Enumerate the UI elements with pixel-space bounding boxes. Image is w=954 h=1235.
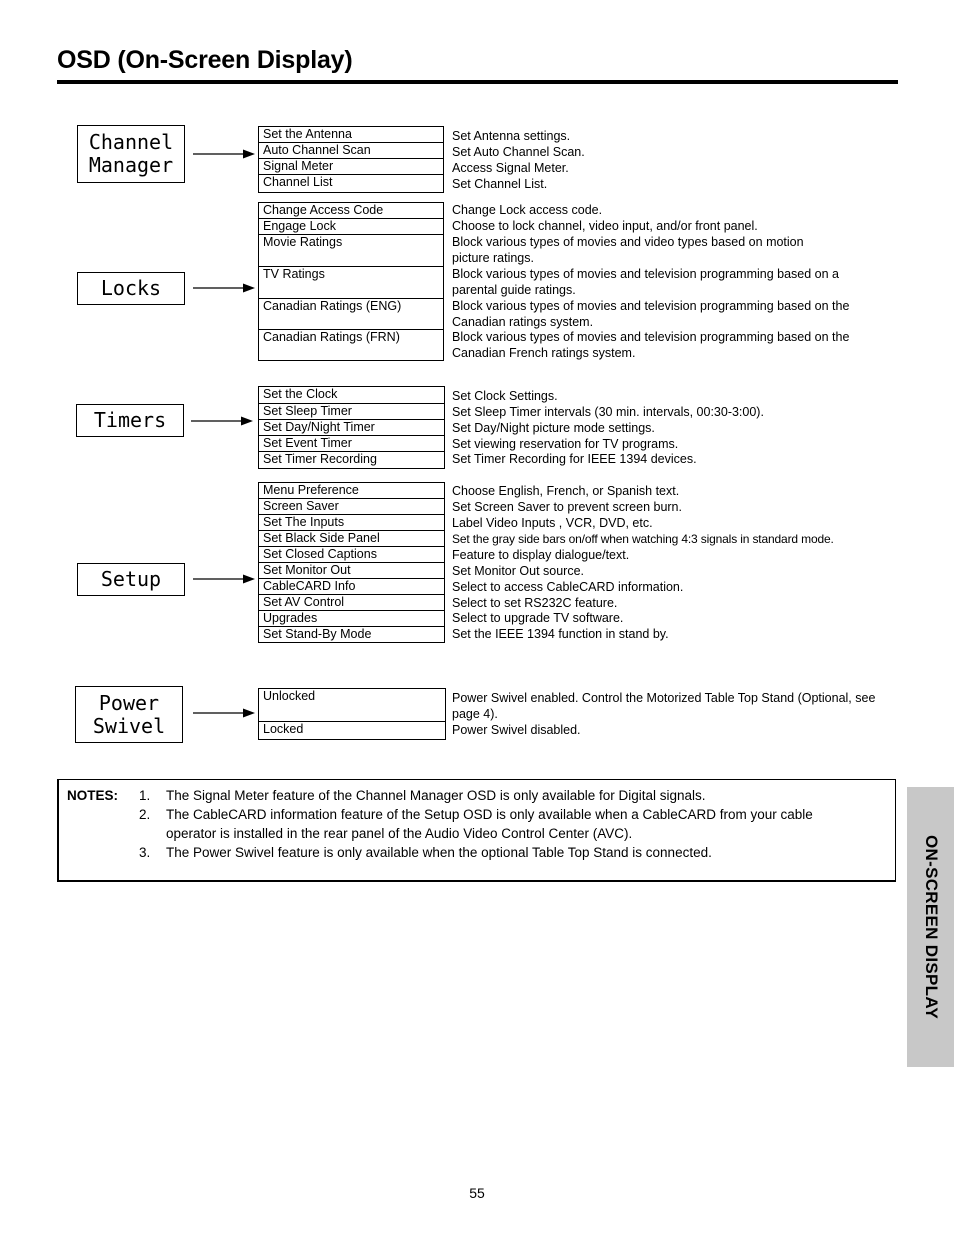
locks-label: Locks bbox=[100, 276, 162, 300]
note-number: 3. bbox=[139, 845, 151, 860]
item-desc: Select to upgrade TV software. bbox=[452, 611, 624, 625]
table-row bbox=[259, 531, 445, 547]
item-name: Screen Saver bbox=[259, 499, 445, 515]
table-row bbox=[259, 547, 445, 563]
item-desc: Set Sleep Timer intervals (30 min. intervals, 00:30-3:00). bbox=[452, 405, 764, 419]
table-row bbox=[259, 127, 444, 143]
item-name: Unlocked bbox=[259, 689, 446, 722]
item-name: Change Access Code bbox=[259, 203, 444, 219]
channel-manager-box bbox=[77, 125, 185, 183]
note-number: 1. bbox=[139, 788, 151, 803]
table-row bbox=[259, 689, 446, 722]
item-desc: Set the IEEE 1394 function in stand by. bbox=[452, 627, 669, 641]
item-desc: Set Clock Settings. bbox=[452, 389, 558, 403]
title-rule bbox=[57, 80, 898, 84]
arrow-right-icon bbox=[193, 282, 255, 294]
table-row bbox=[259, 627, 445, 643]
page-title: OSD (On-Screen Display) bbox=[57, 46, 353, 74]
item-name: Engage Lock bbox=[259, 219, 444, 235]
table-row bbox=[259, 452, 445, 469]
channel-manager-label-line1: Channel bbox=[88, 130, 174, 154]
item-name: Set Sleep Timer bbox=[259, 404, 445, 420]
item-desc: Set Channel List. bbox=[452, 177, 548, 191]
table-row bbox=[259, 436, 445, 452]
table-row bbox=[259, 175, 444, 193]
arrow-right-icon bbox=[193, 573, 255, 585]
item-name: Canadian Ratings (ENG) bbox=[259, 299, 444, 330]
power-swivel-label-line2: Swivel bbox=[92, 713, 166, 738]
side-tab bbox=[907, 787, 954, 1067]
item-name: Set Timer Recording bbox=[259, 452, 445, 469]
arrow-right-icon bbox=[193, 148, 255, 160]
item-desc: Set Auto Channel Scan. bbox=[452, 145, 585, 159]
item-name: Channel List bbox=[259, 175, 444, 193]
item-desc: Access Signal Meter. bbox=[452, 161, 569, 175]
table-row bbox=[259, 563, 445, 579]
item-name: Set Monitor Out bbox=[259, 563, 445, 579]
item-name: Set Black Side Panel bbox=[259, 531, 445, 547]
item-name: Canadian Ratings (FRN) bbox=[259, 330, 444, 361]
item-name: Set Stand-By Mode bbox=[259, 627, 445, 643]
note-text: The Power Swivel feature is only available when the optional Table Top Stand is connected. bbox=[166, 845, 712, 860]
power-swivel-label-line1: Power bbox=[98, 690, 160, 715]
note-text: The Signal Meter feature of the Channel Manager OSD is only available for Digital signals. bbox=[166, 788, 706, 803]
item-name: Set AV Control bbox=[259, 595, 445, 611]
item-name: Set the Clock bbox=[259, 387, 445, 404]
table-row bbox=[259, 299, 444, 330]
item-desc: Set Screen Saver to prevent screen burn. bbox=[452, 500, 682, 514]
table-row bbox=[259, 515, 445, 531]
item-desc: Block various types of movies and television programming based on the Canadian French ratings system. bbox=[452, 330, 850, 360]
table-row bbox=[259, 499, 445, 515]
table-row bbox=[259, 330, 444, 361]
item-name: Set The Inputs bbox=[259, 515, 445, 531]
table-row bbox=[259, 143, 444, 159]
table-row bbox=[259, 235, 444, 267]
item-name: Menu Preference bbox=[259, 483, 445, 499]
item-desc: Set Day/Night picture mode settings. bbox=[452, 421, 655, 435]
item-name: Upgrades bbox=[259, 611, 445, 627]
arrow-right-icon bbox=[193, 707, 255, 719]
item-desc: Change Lock access code. bbox=[452, 203, 603, 217]
power-swivel-items bbox=[258, 688, 446, 740]
arrow-right-icon bbox=[191, 415, 253, 427]
item-desc: Power Swivel disabled. bbox=[452, 723, 581, 737]
item-name: CableCARD Info bbox=[259, 579, 445, 595]
item-name: Locked bbox=[259, 722, 446, 740]
timers-label: Timers bbox=[93, 408, 167, 432]
channel-manager-label-line2: Manager bbox=[88, 153, 174, 177]
item-desc: Select to access CableCARD information. bbox=[452, 580, 684, 594]
timers-items bbox=[258, 386, 445, 469]
locks-box bbox=[77, 272, 185, 305]
table-row bbox=[259, 219, 444, 235]
item-name: Signal Meter bbox=[259, 159, 444, 175]
table-row bbox=[259, 722, 446, 740]
item-name: Movie Ratings bbox=[259, 235, 444, 267]
table-row bbox=[259, 420, 445, 436]
item-name: Set the Antenna bbox=[259, 127, 444, 143]
side-tab-label: ON-SCREEN DISPLAY bbox=[921, 835, 941, 1019]
item-desc: Block various types of movies and video types based on motion picture ratings. bbox=[452, 235, 804, 265]
item-desc: Set Antenna settings. bbox=[452, 129, 571, 143]
notes-label: NOTES: bbox=[67, 788, 119, 803]
table-row bbox=[259, 579, 445, 595]
locks-items bbox=[258, 202, 444, 361]
timers-box bbox=[76, 404, 184, 437]
item-desc: Select to set RS232C feature. bbox=[452, 596, 618, 610]
setup-label: Setup bbox=[100, 567, 162, 591]
table-row bbox=[259, 611, 445, 627]
item-desc: Choose English, French, or Spanish text. bbox=[452, 484, 680, 498]
item-desc: Block various types of movies and television programming based on a parental guide ratings. bbox=[452, 267, 840, 297]
item-name: Set Day/Night Timer bbox=[259, 420, 445, 436]
item-name: TV Ratings bbox=[259, 267, 444, 299]
item-name: Set Event Timer bbox=[259, 436, 445, 452]
item-desc: Set Timer Recording for IEEE 1394 devices. bbox=[452, 452, 697, 466]
table-row bbox=[259, 404, 445, 420]
table-row bbox=[259, 203, 444, 219]
table-row bbox=[259, 483, 445, 499]
item-desc: Set Monitor Out source. bbox=[452, 564, 585, 578]
note-text: The CableCARD information feature of the Setup OSD is only available when a CableCARD from your cable operator is installed in the rear panel of the Audio Video Control Center (AVC). bbox=[166, 807, 813, 841]
setup-items bbox=[258, 482, 445, 643]
table-row bbox=[259, 159, 444, 175]
notes-box bbox=[57, 779, 896, 882]
item-desc: Set viewing reservation for TV programs. bbox=[452, 437, 679, 451]
power-swivel-box bbox=[75, 686, 183, 743]
item-desc: Block various types of movies and television programming based on the Canadian ratings system. bbox=[452, 299, 850, 329]
item-desc: Label Video Inputs , VCR, DVD, etc. bbox=[452, 516, 653, 530]
item-name: Auto Channel Scan bbox=[259, 143, 444, 159]
item-desc: Choose to lock channel, video input, and/or front panel. bbox=[452, 219, 758, 233]
page-number: 55 bbox=[469, 1185, 485, 1201]
channel-manager-items bbox=[258, 126, 444, 193]
table-row bbox=[259, 267, 444, 299]
setup-box bbox=[77, 563, 185, 596]
item-desc: Set the gray side bars on/off when watching 4:3 signals in standard mode. bbox=[452, 532, 834, 546]
item-name: Set Closed Captions bbox=[259, 547, 445, 563]
table-row bbox=[259, 387, 445, 404]
note-number: 2. bbox=[139, 807, 151, 822]
item-desc: Power Swivel enabled. Control the Motorized Table Top Stand (Optional, see page 4). bbox=[452, 691, 876, 721]
table-row bbox=[259, 595, 445, 611]
item-desc: Feature to display dialogue/text. bbox=[452, 548, 630, 562]
